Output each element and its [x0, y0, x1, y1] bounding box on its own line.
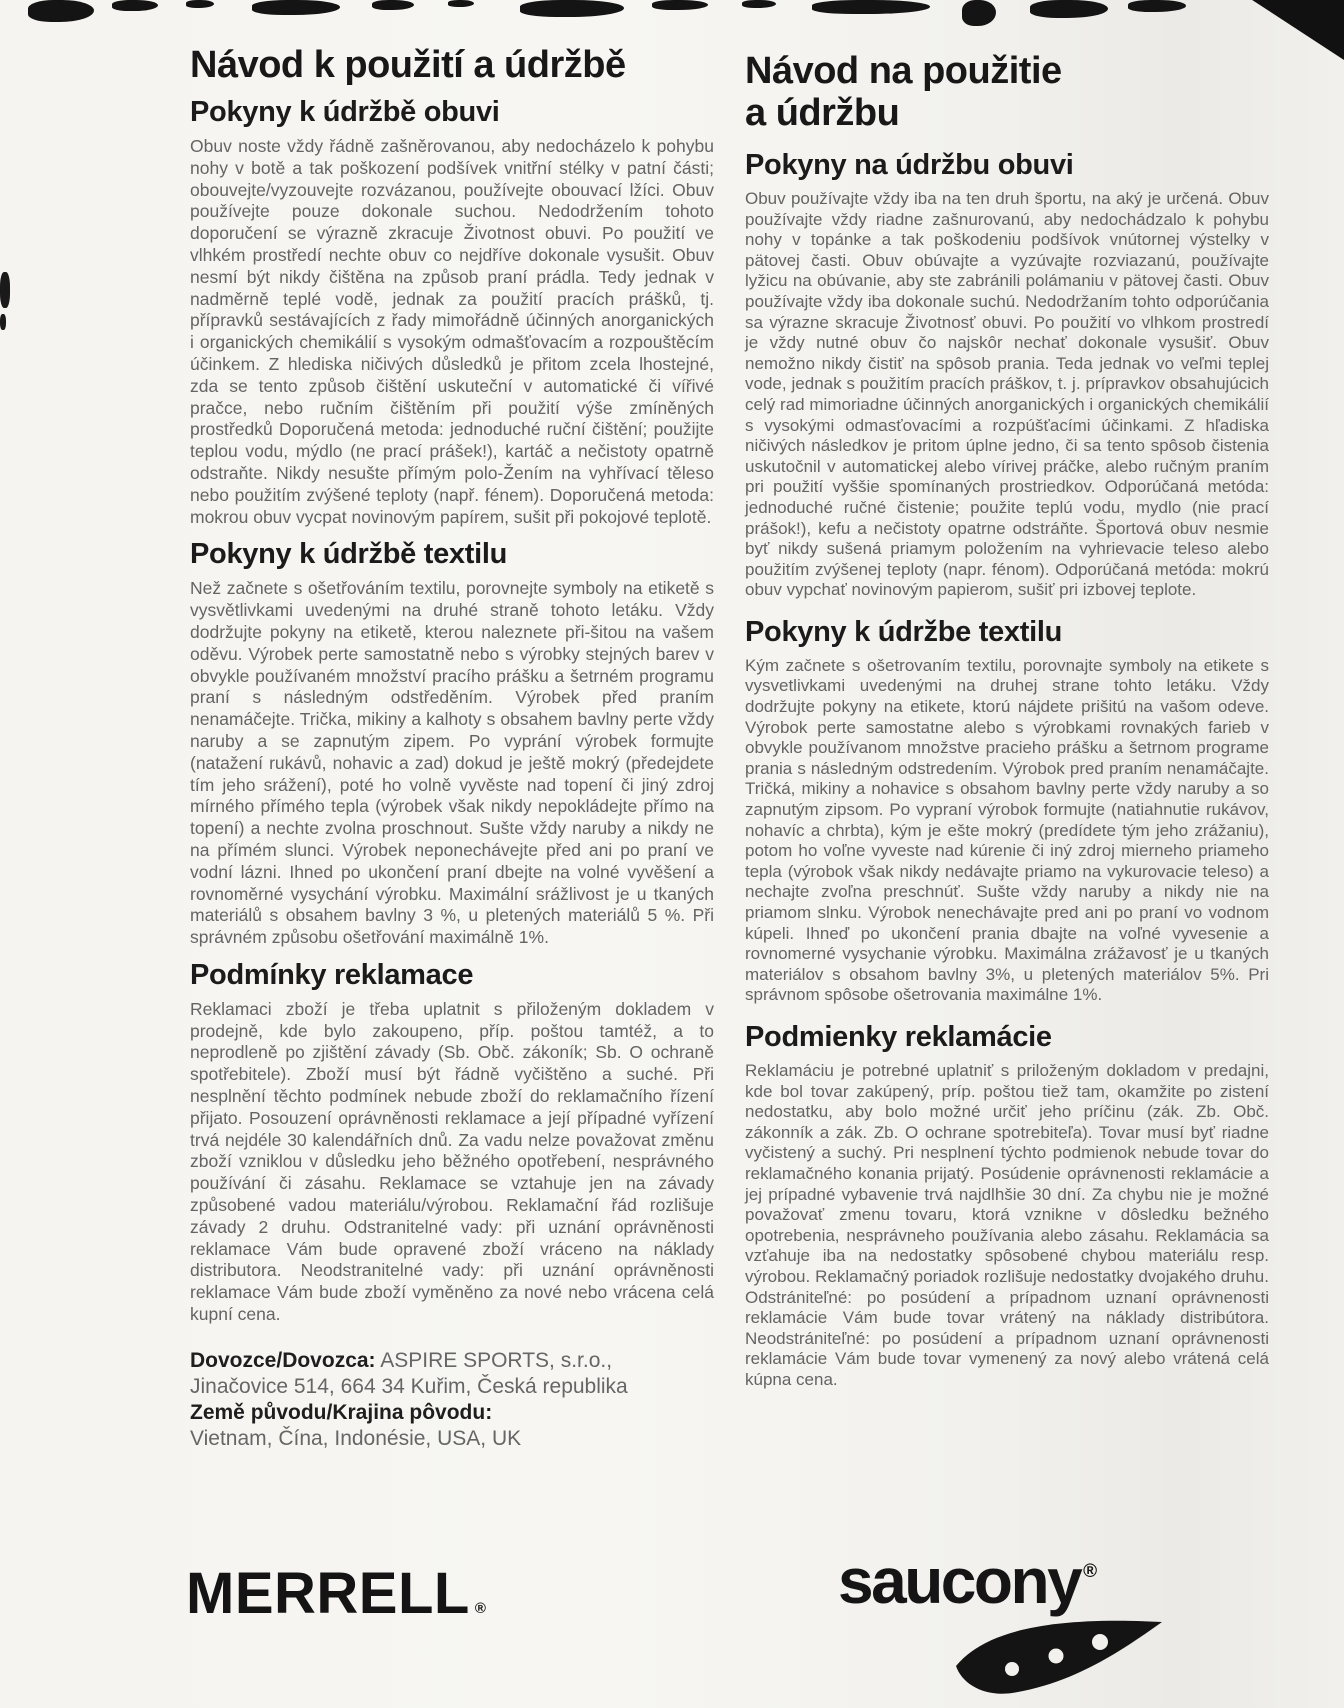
page-title-czech: Návod k použití a údržbě: [190, 44, 626, 86]
scan-artifact: [1030, 0, 1108, 18]
section-claims-czech: [190, 959, 714, 1326]
scan-artifact: [962, 0, 996, 26]
paragraph: Kým začnete s ošetrovaním textilu, porovnajte symboly na etikete s vysvetlivkami uvedenými na druhej strane tohto letáku. Vždy dodržujte pokyny na etikete, ktorú nájdete prišitú na vašom odeve. Výrobok perte samostatne alebo s výrobkami rovnakých farieb v obvykle používanom množstve pracieho prášku a šetrnom programe prania s následným odstredením. Výrobok pred praním nenamáčajte. Tričká, mikiny a nohavice s obsahom bavlny perte vždy naruby a so zapnutým zipsom. Po vypraní výrobok formujte (natiahnutie rukávov, nohavíc a chrbta), kým je ešte mokrý (predídete tým jeho zrážaniu), potom ho voľne vyveste nad kúrenie či iný zdroj mierneho priameho tepla (výrobok však nikdy nedávajte priamo na vykurovacie teleso) a nechajte zvoľna preschnúť. Sušte vždy naruby a nikdy nie na priamom slnku. Výrobok nenechávajte pred ani po praní vo vodnom kúpeli. Ihneď po ukončení prania dbajte na voľné vyvesenie a rovnomerné vysychanie výrobku. Maximálna zrážavosť je u tkaných materiálov s obsahom bavlny 3%, u pletených materiálov 5%. Pri správnom spôsobe ošetrovania maximálne 1%.: [745, 655, 1269, 1005]
section-heading: Pokyny k údržbě textilu: [190, 538, 508, 571]
section-heading: Pokyny k údržbě obuvi: [190, 96, 500, 128]
scan-artifact: [372, 0, 414, 10]
scan-artifact: [186, 0, 214, 8]
saucony-wordmark: saucony: [838, 1545, 1081, 1617]
scan-artifact: [812, 0, 930, 14]
scan-artifact: [448, 0, 474, 7]
paragraph: Reklamáciu je potrebné uplatniť s priloženým dokladom v predajni, kde bol tovar zakúpený, príp. poštou tiež tam, okamžite po zistení nedostatku, aby bolo možné určiť jeho príčinu (zák. Zb. Obč. zákonník a zák. Zb. O ochrane spotrebiteľa). Tovar musí byť riadne vyčistený a suchý. Pri nesplnení týchto podmienok nebude tovar do reklamačného konania prijatý. Posúdenie oprávnenosti reklamácie a jej prípadné vybavenie trvá najdlhšie 30 dní. Za chybu nie je možné považovať zmenu tovaru, ktorá vznikne v dôsledku bežného opotrebenia, nesprávneho používania alebo zásahu. Reklamácia sa vzťahuje iba na nedostatky spôsobené chybou materiálu resp. výrobou. Reklamačný poriadok rozlišuje nedostatky dvojakého druhu. Odstrániteľné: po posúdení a prípadnom uznaní oprávnenosti reklamácie Vám bude tovar vrátený na náklady distribútora. Neodstrániteľné: po posúdení a prípadnom uznaní oprávnenosti reklamácie Vám bude tovar vymenený za nový alebo vrátená celá kúpna cena.: [745, 1060, 1269, 1389]
section-heading: Pokyny na údržbu obuvi: [745, 149, 1074, 181]
section-textile-care-czech: [190, 538, 714, 949]
scan-artifact: [742, 0, 776, 8]
czech-column: [190, 44, 714, 1452]
saucony-logo: [838, 1544, 1097, 1618]
section-shoe-care-slovak: [745, 149, 1269, 601]
section-heading: Podmínky reklamace: [190, 958, 474, 991]
page-title-slovak: Návod na použitie a údržbu: [745, 50, 1062, 134]
paragraph: Reklamaci zboží je třeba uplatnit s přiloženým dokladem v prodejně, kde bylo zakoupeno, příp. poštou tamtéž, a to neprodleně po zjištění závady (Sb. Obč. zákoník; Sb. O ochraně spotřebitele). Zboží musí být řádně vyčištěno a suché. Při nesplnění těchto podmínek nebude zboží do reklamačního řízení přijato. Posouzení oprávněnosti reklamace a její případné vyřízení trvá nejdéle 30 kalendářních dnů. Za vadu nelze považovat změnu zboží vzniklou v důsledku jeho běžného opotřebení, nesprávného používání či zásahu. Reklamace se vztahuje jen na závady způsobené vadou materiálu/výrobou. Reklamační řád rozlišuje závady 2 druhu. Odstranitelné vady: při uznání oprávněnosti reklamace Vám bude opravené zboží vráceno na náklady distributora. Neodstranitelné vady: při uznání oprávněnosti reklamace Vám bude zboží vyměněno za nové nebo vrácena celá kupní cena.: [190, 998, 714, 1325]
merrell-logo: [186, 1560, 486, 1627]
section-claims-slovak: [745, 1021, 1269, 1391]
origin-value: Vietnam, Čína, Indonésie, USA, UK: [190, 1426, 522, 1450]
scan-artifact: [652, 0, 708, 10]
paragraph: Obuv používajte vždy iba na ten druh športu, na aký je určená. Obuv používajte vždy riadne zašnurovanú, aby nedochádzalo k pohybu nohy v topánke a tak poškodeniu podšívok vnútornej výstelky v pätovej časti. Obuv obúvajte a vyzúvajte rozviazanú, používajte lyžicu na obúvanie, aby ste zabránili polámaniu v pätovej časti. Obuv používajte vždy iba dokonale suchú. Nedodržaním tohto odporúčania sa výrazne skracuje Životnosť obuvi. Po použití vo vlhkom prostredí je vždy nutné obuv čo najskôr nechať dokonale vysušiť. Obuv nemožno nikdy čistiť na spôsob prania. Teda jednak vo veľmi teplej vode, jednak s použitím pracích práškov, t. j. prípravkov obsahujúcich celý rad mimoriadne účinných anorganických i organických chemikálií s vysokými odmasťovacími a rozpúšťacími účinkami. Z hľadiska ničivých následkov je pritom úplne jedno, či sa tento spôsob čistenia uskutočnil v automatickej alebo vírivej práčke, alebo ručným praním pri použití vyššie spomínaných prostriedkov. Odporúčaná metóda: jednoduché ručné čistenie; použite teplú vodu, mydlo (nie prací prášok!), kefu a nečistoty opatrne odstráňte. Športová obuv nesmie byť nikdy sušená priamym položením na vyhrievacie teleso alebo použitím zvýšenej teploty (napr. fénom). Odporúčaná metóda: mokrú obuv vypchať novinovým papierom, sušiť pri izbovej teplote.: [745, 189, 1269, 600]
importer-label: Dovozce/Dovozca:: [190, 1348, 376, 1372]
scan-artifact: [1128, 0, 1186, 12]
registered-mark: ®: [1083, 1561, 1098, 1582]
section-shoe-care-czech: [190, 96, 714, 528]
section-heading: Podmienky reklamácie: [745, 1020, 1052, 1053]
importer-address: Jinačovice 514, 664 34 Kuřim, Česká republika: [190, 1374, 628, 1398]
scan-artifact: [252, 0, 340, 15]
origin-label: Země původu/Krajina pôvodu:: [190, 1400, 493, 1424]
scan-artifact: [0, 314, 6, 330]
merrell-wordmark: MERRELL: [186, 1561, 470, 1626]
importer-line: [190, 1348, 714, 1374]
slovak-column: [745, 50, 1269, 1390]
paragraph: Než začnete s ošetřováním textilu, porovnejte symboly na etiketě s vysvětlivkami uvedenými na druhé straně tohoto letáku. Vždy dodržujte pokyny na etiketě, kterou naleznete při-šitou na vašem oděvu. Výrobek perte samostatně nebo s výrobky stejných barev v obvykle používaném množství pracího prášku a šetrném programu praní s následným odstředěním. Výrobek před praním nenamáčejte. Trička, mikiny a kalhoty s obsahem bavlny perte vždy naruby a se zapnutým zipem. Po vyprání výrobek formujte (natažení rukávů, nohavic a zad) dokud je ještě mokrý (předejdete tím jeho srážení), poté ho volně vyvěste nad topení či jiný zdroj mírného přímého tepla (výrobek však nikdy nepokládejte přímo na topení) a nechte zvolna proschnout. Sušte vždy naruby a nikdy ne na přímém slunci. Výrobek neponechávejte před ani po praní ve vodní lázni. Ihned po ukončení praní dbejte na volné vyvěšení a rovnoměrné vysychání výrobku. Maximální srážlivost je u tkaných materiálů s obsahem bavlny 3 %, u pletených materiálů 5 %. Při správném způsobu ošetřování maximálně 1%.: [190, 578, 714, 948]
registered-mark: ®: [474, 1600, 487, 1617]
scan-artifact: [112, 0, 158, 11]
importer-value: ASPIRE SPORTS, s.r.o.,: [375, 1348, 613, 1372]
scan-artifact: [28, 0, 94, 22]
importer-info: [190, 1348, 714, 1452]
scan-artifact: [520, 0, 624, 17]
section-textile-care-slovak: [745, 616, 1269, 1006]
scan-artifact: [0, 272, 10, 308]
paragraph: Obuv noste vždy řádně zašněrovanou, aby nedocházelo k pohybu nohy v botě a tak poškození podšívek vnitřní stélky v patní části; obouvejte/vyzouvejte rozvázanou, používejte obouvací lžíci. Obuv používejte pouze dokonale suchou. Nedodržením tohoto doporučení se výrazně zkracuje Životnost obuvi. Po použití ve vlhkém prostředí nechte obuv co nejdříve dokonale vysušit. Obuv nesmí být nikdy čištěna na způsob praní prádla. Tedy jednak v nadměrně teplé vodě, jednak za použití pracích prášků, tj. přípravků sestávajících z řady mimořádně účinných anorganických i organických chemikálií s vysokým odmašťovacím a rozpouštěcím účinkem. Z hlediska ničivých důsledků je přitom zcela lhostejné, zda se tento způsob čištění uskuteční v automatické či vířivé pračce, nebo ručním čištěním při použití výše zmíněných prostředků Doporučená metoda: jednoduché ruční čištění; použijte teplou vodu, mýdlo (ne prací prášek!), kartáč a nečistoty opatrně odstraňte. Nikdy nesušte přímým polo-Žením na vyhřívací těleso nebo použitím zvýšené teploty (např. fénem). Doporučená metoda: mokrou obuv vycpat novinovým papírem, sušit při pokojové teplotě.: [190, 136, 714, 527]
section-heading: Pokyny k údržbe textilu: [745, 615, 1063, 648]
saucony-swoosh-icon: [950, 1614, 1168, 1700]
